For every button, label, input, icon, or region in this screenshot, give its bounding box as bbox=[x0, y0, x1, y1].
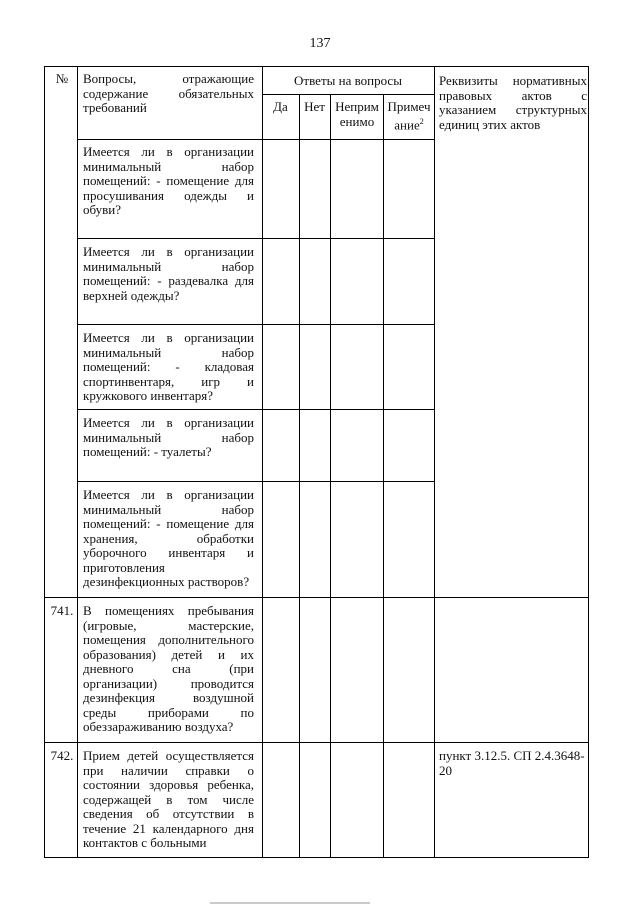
answers-subheader-line bbox=[262, 94, 434, 95]
question-cell: Имеется ли в организации минимальный набор помещений: - помещение для просушивания одежды и обуви? bbox=[83, 144, 254, 217]
table-border-left bbox=[44, 66, 45, 858]
reference-cell: пункт 3.12.5. СП 2.4.3648-20 bbox=[439, 748, 585, 778]
col-divider bbox=[330, 94, 331, 858]
row-divider bbox=[77, 324, 434, 325]
col-divider bbox=[383, 94, 384, 858]
header-answers: Ответы на вопросы bbox=[294, 73, 402, 88]
question-cell: Имеется ли в организации минимальный набор помещений: - кладовая спортинвентаря, игр и кружкового инвентаря? bbox=[83, 330, 254, 403]
question-cell: Прием детей осуществляется при наличии справки о состоянии здоровья ребенка, содержащей в том числе сведения об отсутствии в течение 21 календарного дня контактов с больными bbox=[83, 748, 254, 850]
row-divider bbox=[44, 742, 588, 743]
row-divider bbox=[77, 409, 434, 410]
question-cell: Имеется ли в организации минимальный набор помещений: - туалеты? bbox=[83, 415, 254, 459]
col-divider bbox=[262, 66, 263, 858]
header-note bbox=[387, 100, 431, 132]
col-divider bbox=[434, 66, 435, 858]
row-number: 742. bbox=[50, 748, 74, 763]
header-no: Нет bbox=[304, 99, 325, 114]
header-questions: Вопросы, отражающие содержание обязательных требований bbox=[83, 71, 254, 115]
table-border-top bbox=[44, 66, 588, 67]
table-border-right bbox=[588, 66, 589, 858]
col-divider bbox=[299, 94, 300, 858]
footnote-mark: 2 bbox=[419, 116, 424, 126]
header-yes: Да bbox=[273, 99, 288, 114]
row-divider bbox=[77, 238, 434, 239]
scan-artifact bbox=[210, 902, 370, 904]
question-cell: В помещениях пребывания (игровые, мастерские, помещения дополнительного образования) детей и их дневного сна (при организации) проводится дезинфекция воздушной среды приборами по обеззараживанию воздуха? bbox=[83, 603, 254, 734]
header-note-text: Примечание bbox=[387, 99, 431, 132]
question-cell: Имеется ли в организации минимальный набор помещений: - раздевалка для верхней одежды? bbox=[83, 244, 254, 303]
question-cell: Имеется ли в организации минимальный набор помещений: - помещение для хранения, обработки уборочного инвентаря и приготовления дезинфекционных растворов? bbox=[83, 487, 254, 589]
page-number: 137 bbox=[309, 36, 331, 51]
col-divider bbox=[77, 66, 78, 858]
header-requisites: Реквизиты нормативных правовых актов с указанием структурных единиц этих актов bbox=[439, 73, 587, 132]
header-bottom-line bbox=[77, 139, 434, 140]
header-not-applicable: Неприменимо bbox=[335, 99, 379, 129]
table-border-bottom bbox=[44, 857, 588, 858]
header-number: № bbox=[55, 71, 69, 86]
row-divider bbox=[44, 597, 588, 598]
row-number: 741. bbox=[50, 603, 74, 618]
row-divider bbox=[77, 481, 434, 482]
